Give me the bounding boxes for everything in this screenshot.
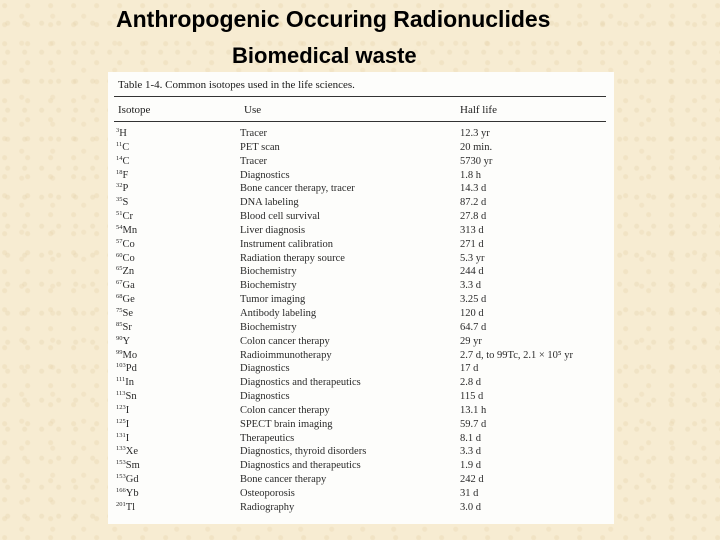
header-use: Use [244, 104, 262, 116]
isotope-cell [116, 210, 133, 224]
mass-number: 153 [116, 473, 126, 481]
isotope-cell [116, 390, 137, 404]
use-cell: Diagnostics and therapeutics [240, 460, 361, 472]
mass-number: 99 [116, 348, 123, 356]
table-body [108, 127, 614, 515]
half-life-cell: 3.25 d [460, 294, 487, 306]
element-symbol: Zn [122, 266, 135, 278]
mass-number: 54 [116, 223, 123, 231]
use-cell: DNA labeling [240, 197, 299, 209]
header-half-life: Half life [460, 104, 497, 116]
isotope-cell [116, 141, 129, 155]
table-row [108, 335, 614, 349]
half-life-cell: 5.3 yr [460, 252, 485, 264]
half-life-cell: 3.0 d [460, 501, 481, 513]
isotope-cell [116, 252, 135, 266]
table-row [108, 279, 614, 293]
use-cell: Diagnostics [240, 363, 290, 375]
isotope-cell [116, 445, 138, 459]
mass-number: 57 [116, 237, 123, 245]
mass-number: 35 [116, 196, 123, 204]
mass-number: 18 [116, 168, 123, 176]
element-symbol: Ga [122, 280, 135, 292]
element-symbol: Mo [122, 349, 138, 361]
use-cell: Biochemistry [240, 266, 297, 278]
mass-number: 113 [116, 390, 126, 398]
isotope-cell [116, 196, 128, 210]
table-row [108, 432, 614, 446]
isotope-cell [116, 487, 139, 501]
half-life-cell: 17 d [460, 363, 479, 375]
mass-number: 111 [116, 376, 126, 384]
half-life-cell: 3.3 d [460, 280, 481, 292]
use-cell: Bone cancer therapy [240, 474, 327, 486]
table-row [108, 141, 614, 155]
table-row [108, 487, 614, 501]
half-life-cell: 87.2 d [460, 197, 487, 209]
element-symbol: P [122, 183, 129, 195]
half-life-cell: 120 d [460, 307, 484, 319]
mass-number: 153 [116, 459, 126, 467]
element-symbol: Gd [125, 474, 139, 486]
mass-number: 11 [116, 140, 123, 148]
use-cell: Colon cancer therapy [240, 404, 330, 416]
half-life-cell: 1.8 h [460, 169, 481, 181]
element-symbol: Cr [122, 211, 133, 223]
use-cell: Radioimmunotherapy [240, 349, 332, 361]
half-life-cell: 31 d [460, 487, 479, 499]
half-life-cell: 1.9 d [460, 460, 481, 472]
table-row [108, 445, 614, 459]
isotope-cell [116, 169, 128, 183]
half-life-cell: 313 d [460, 224, 484, 236]
element-symbol: C [122, 155, 130, 167]
use-cell: Diagnostics and therapeutics [240, 377, 361, 389]
element-symbol: Sr [122, 321, 132, 333]
half-life-cell: 64.7 d [460, 321, 487, 333]
table-row [108, 376, 614, 390]
half-life-cell: 2.8 d [460, 377, 481, 389]
element-symbol: I [125, 418, 130, 430]
table-row [108, 210, 614, 224]
element-symbol: Yb [125, 487, 139, 499]
half-life-cell: 59.7 d [460, 418, 487, 430]
mass-number: 75 [116, 306, 123, 314]
element-symbol: Pd [125, 363, 137, 375]
use-cell: Radiography [240, 501, 295, 513]
isotope-cell [116, 238, 135, 252]
mass-number: 131 [116, 431, 126, 439]
use-cell: Biochemistry [240, 321, 297, 333]
table-row [108, 238, 614, 252]
use-cell: PET scan [240, 141, 280, 153]
element-symbol: Mn [122, 224, 138, 236]
table-top-rule [114, 96, 606, 97]
use-cell: Antibody labeling [240, 307, 317, 319]
table-row [108, 459, 614, 473]
use-cell: Tracer [240, 155, 268, 167]
mass-number: 166 [116, 486, 126, 494]
element-symbol: I [125, 404, 130, 416]
half-life-cell: 8.1 d [460, 432, 481, 444]
mass-number: 90 [116, 334, 123, 342]
table-row [108, 321, 614, 335]
half-life-cell: 3.3 d [460, 446, 481, 458]
isotope-cell [116, 307, 133, 321]
use-cell: Bone cancer therapy, tracer [240, 183, 355, 195]
half-life-cell: 115 d [460, 391, 484, 403]
mass-number: 14 [116, 154, 123, 162]
isotope-cell [116, 376, 134, 390]
table-row [108, 155, 614, 169]
table-row [108, 307, 614, 321]
isotope-cell [116, 501, 135, 515]
mass-number: 85 [116, 320, 123, 328]
element-symbol: Xe [125, 446, 138, 458]
use-cell: Blood cell survival [240, 211, 320, 223]
mass-number: 51 [116, 210, 123, 218]
use-cell: Biochemistry [240, 280, 297, 292]
table-caption: Table 1-4. Common isotopes used in the life sciences. [118, 79, 355, 91]
isotope-cell [116, 155, 130, 169]
isotope-cell [116, 293, 135, 307]
isotope-cell [116, 473, 139, 487]
isotope-cell [116, 335, 130, 349]
table-row [108, 404, 614, 418]
isotope-cell [116, 224, 137, 238]
slide-subtitle: Biomedical waste [232, 43, 417, 68]
use-cell: Therapeutics [240, 432, 295, 444]
mass-number: 68 [116, 293, 123, 301]
table-row [108, 252, 614, 266]
table-row [108, 224, 614, 238]
use-cell: Diagnostics [240, 169, 290, 181]
element-symbol: In [125, 377, 135, 389]
element-symbol: C [122, 141, 130, 153]
mass-number: 65 [116, 265, 123, 273]
element-symbol: Co [122, 252, 135, 264]
element-symbol: Ge [122, 294, 135, 306]
table-row [108, 182, 614, 196]
element-symbol: F [122, 169, 129, 181]
element-symbol: Sm [125, 460, 140, 472]
half-life-cell: 271 d [460, 238, 484, 250]
table-row [108, 349, 614, 363]
use-cell: Liver diagnosis [240, 224, 306, 236]
table-row [108, 501, 614, 515]
half-life-cell: 244 d [460, 266, 484, 278]
table-row [108, 390, 614, 404]
half-life-cell: 242 d [460, 474, 484, 486]
slide-title: Anthropogenic Occuring Radionuclides [116, 6, 551, 32]
mass-number: 103 [116, 362, 126, 370]
use-cell: Tracer [240, 128, 268, 139]
mass-number: 67 [116, 279, 123, 287]
use-cell: Tumor imaging [240, 294, 306, 306]
mass-number: 60 [116, 251, 123, 259]
element-symbol: Se [122, 307, 133, 319]
table-row [108, 293, 614, 307]
table-row [108, 169, 614, 183]
isotope-cell [116, 279, 135, 293]
mass-number: 201 [116, 500, 126, 508]
use-cell: Diagnostics [240, 391, 290, 403]
use-cell: Instrument calibration [240, 238, 334, 250]
header-isotope: Isotope [118, 104, 151, 116]
element-symbol: H [119, 128, 127, 139]
half-life-cell: 20 min. [460, 141, 493, 153]
isotope-cell [116, 321, 132, 335]
use-cell: Colon cancer therapy [240, 335, 330, 347]
use-cell: Diagnostics, thyroid disorders [240, 446, 367, 458]
mass-number: 32 [116, 182, 123, 190]
element-symbol: I [125, 432, 130, 444]
mass-number: 123 [116, 403, 126, 411]
isotope-cell [116, 349, 137, 363]
mass-number: 133 [116, 445, 126, 453]
half-life-cell: 29 yr [460, 335, 482, 347]
scanned-table [108, 72, 614, 524]
table-row [108, 362, 614, 376]
use-cell: Osteoporosis [240, 487, 295, 499]
isotope-cell [116, 265, 134, 279]
element-symbol: Y [122, 335, 131, 347]
table-header-rule [114, 121, 606, 122]
use-cell: Radiation therapy source [240, 252, 345, 264]
isotope-cell [116, 362, 137, 376]
element-symbol: Sn [125, 391, 137, 403]
mass-number: 125 [116, 417, 126, 425]
isotope-cell [116, 432, 129, 446]
use-cell: SPECT brain imaging [240, 418, 333, 430]
table-row [108, 265, 614, 279]
isotope-cell [116, 127, 127, 141]
table-row [108, 127, 614, 141]
half-life-cell: 12.3 yr [460, 128, 490, 139]
table-row [108, 418, 614, 432]
half-life-cell: 2.7 d, to 99Tc, 2.1 × 10⁵ yr [460, 349, 573, 361]
mass-number: 3 [116, 127, 120, 134]
element-symbol: Tl [125, 501, 136, 513]
element-symbol: Co [122, 238, 135, 250]
half-life-cell: 13.1 h [460, 404, 487, 416]
half-life-cell: 27.8 d [460, 211, 487, 223]
element-symbol: S [122, 197, 129, 209]
isotope-cell [116, 459, 140, 473]
table-row [108, 196, 614, 210]
half-life-cell: 5730 yr [460, 155, 493, 167]
table-row [108, 473, 614, 487]
isotope-cell [116, 182, 128, 196]
isotope-cell [116, 418, 129, 432]
half-life-cell: 14.3 d [460, 183, 487, 195]
isotope-cell [116, 404, 129, 418]
